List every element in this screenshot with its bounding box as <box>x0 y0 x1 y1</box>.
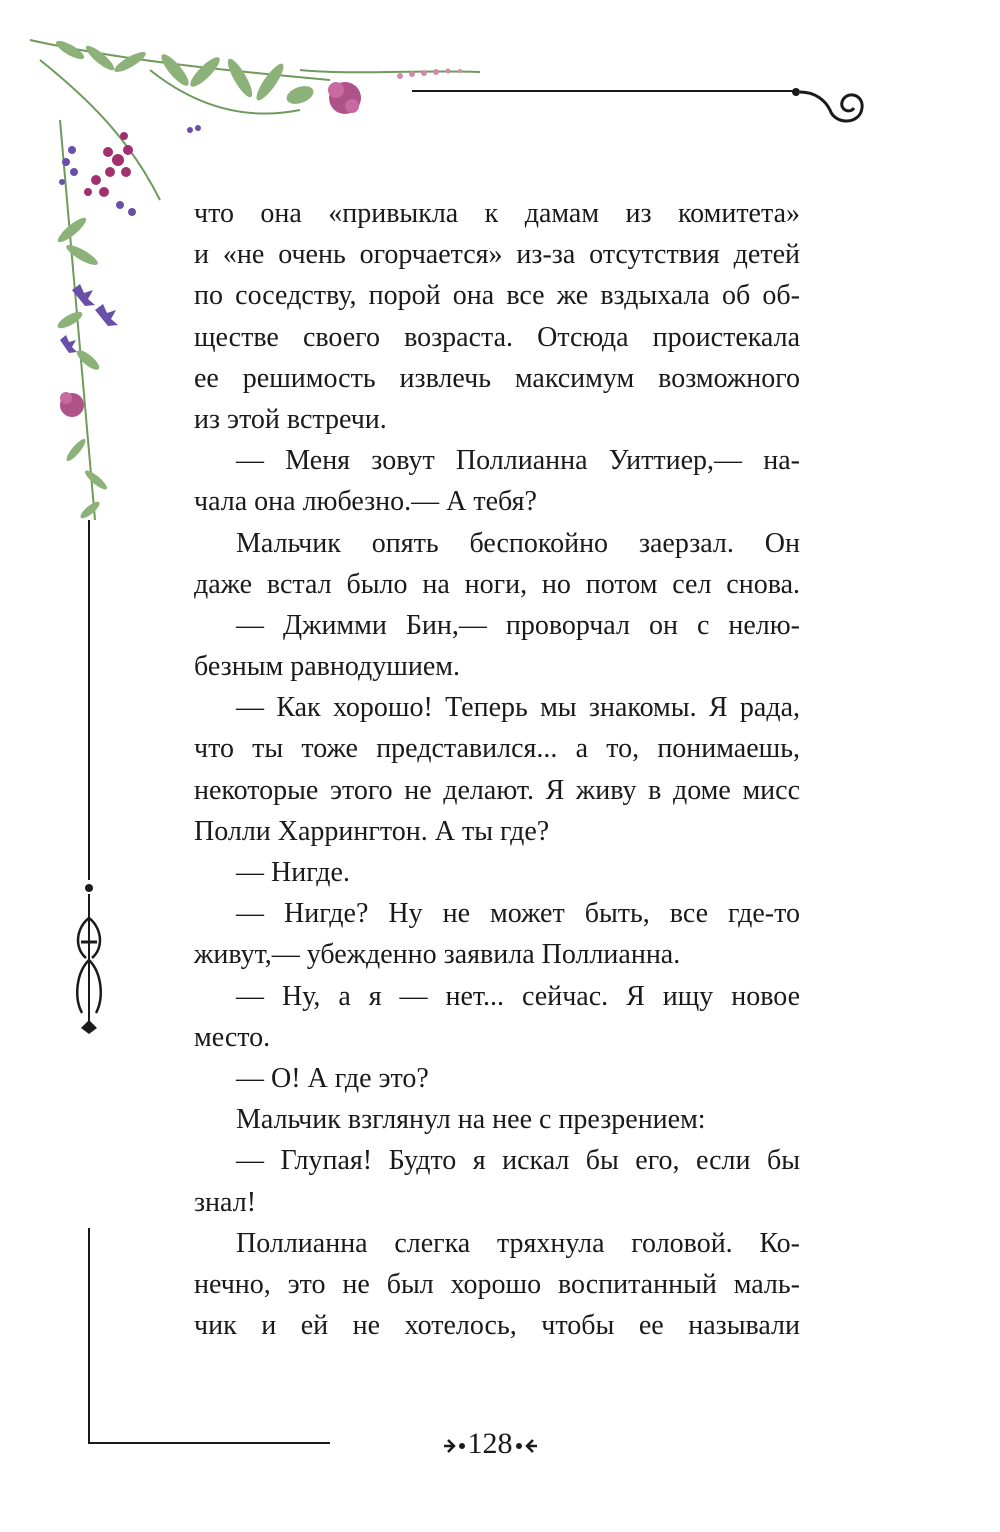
text-line: — Джимми Бин,— проворчал он с нелю- <box>236 609 800 641</box>
text-line: чик и ей не хотелось, чтобы ее называли <box>194 1310 800 1342</box>
text-line: Мальчик взглянул на нее с презрением: <box>236 1104 706 1136</box>
left-rule <box>88 520 90 880</box>
side-ornament-icon <box>66 878 112 1040</box>
text-line: что ты тоже представился... а то, понимаешь, <box>194 733 800 765</box>
text-line: по соседству, порой она все же вздыхала об об- <box>194 280 800 312</box>
text-line: — Как хорошо! Теперь мы знакомы. Я рада, <box>236 692 800 724</box>
text-line: — Ну, а я — нет... сейчас. Я ищу новое <box>236 980 800 1012</box>
text-line: знал! <box>194 1186 257 1218</box>
text-line: ществе своего возраста. Отсюда проистекала <box>194 321 800 353</box>
left-rule-lower <box>88 1228 90 1444</box>
text-line: что она «привыкла к дамам из комитета» <box>194 198 800 229</box>
swirl-ornament-icon <box>790 80 870 140</box>
text-line: место. <box>194 1021 271 1053</box>
text-line: — Нигде? Ну не может быть, все где-то <box>236 898 800 930</box>
text-line: из этой встречи. <box>194 403 387 435</box>
text-line: — Нигде. <box>236 857 350 888</box>
body-text <box>194 193 800 1346</box>
text-line: — О! А где это? <box>236 1062 429 1094</box>
text-line: — Меня зовут Поллианна Уиттиер,— на- <box>236 445 800 477</box>
text-line: — Глупая! Будто я искал бы его, если бы <box>236 1145 800 1177</box>
text-line: ее решимость извлечь максимум возможного <box>194 362 800 394</box>
text-line: безным равнодушием. <box>194 651 460 683</box>
page-number <box>420 1422 560 1466</box>
text-line: живут,— убежденно заявила Поллианна. <box>194 939 681 971</box>
top-rule <box>412 90 797 92</box>
text-line: нечно, это не был хорошо воспитанный маль- <box>194 1268 800 1300</box>
text-line: и «не очень огорчается» из-за отсутствия детей <box>194 239 800 271</box>
text-line: чала она любезно.— А тебя? <box>194 486 537 518</box>
page-number-ornament-icon <box>442 1436 468 1456</box>
text-line: Полли Харрингтон. А ты где? <box>194 815 550 847</box>
text-line: даже встал было на ноги, но потом сел снова. <box>194 568 800 600</box>
page-number-ornament-icon <box>513 1436 539 1456</box>
text-line: Поллианна слегка тряхнула головой. Ко- <box>236 1227 800 1259</box>
page-number-value: 128 <box>467 1427 513 1460</box>
text-line: некоторые этого не делают. Я живу в доме мисс <box>194 774 800 806</box>
text-line: Мальчик опять беспокойно заерзал. Он <box>236 527 800 559</box>
bottom-rule <box>88 1442 330 1444</box>
